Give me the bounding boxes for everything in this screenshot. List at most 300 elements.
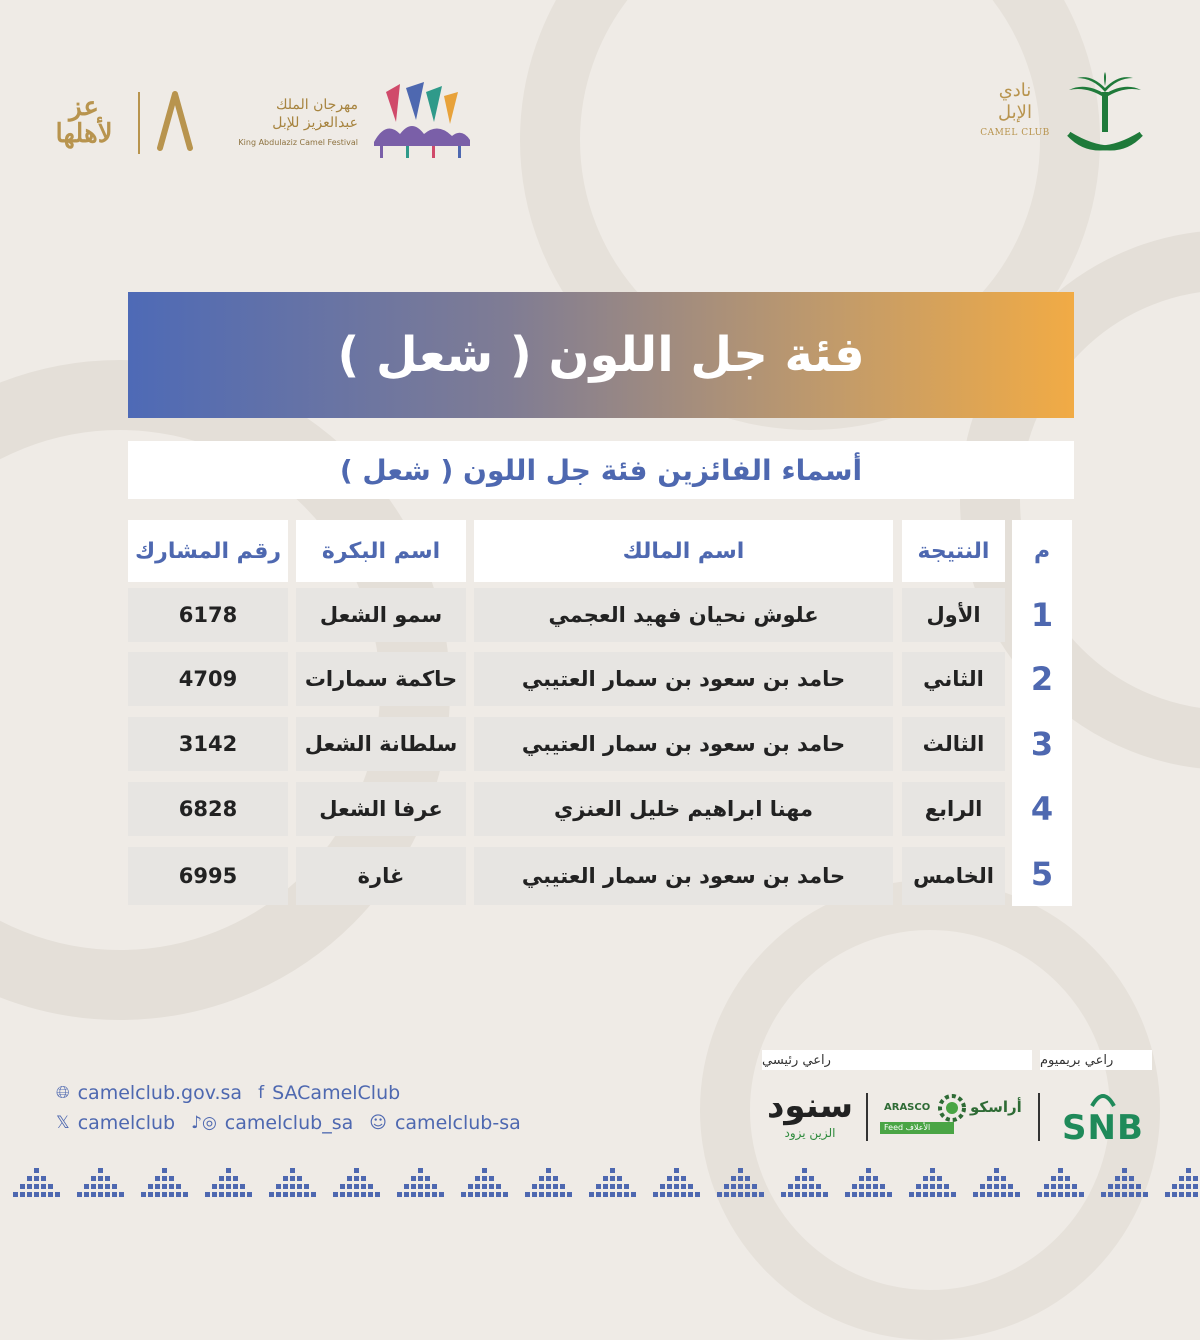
pattern-block xyxy=(667,1176,672,1181)
pattern-block xyxy=(368,1184,373,1189)
pattern-block xyxy=(1101,1192,1106,1197)
pattern-block xyxy=(34,1192,39,1197)
pattern-block xyxy=(887,1192,892,1197)
pattern-block xyxy=(1179,1184,1184,1189)
pattern-block xyxy=(176,1192,181,1197)
pattern-block xyxy=(1108,1192,1113,1197)
pattern-block xyxy=(20,1184,25,1189)
pattern-block xyxy=(688,1184,693,1189)
bottom-decorative-pattern xyxy=(0,1160,1200,1200)
pattern-block xyxy=(880,1192,885,1197)
pattern-block xyxy=(1179,1176,1184,1181)
arasco-gear-icon xyxy=(936,1092,968,1124)
pattern-block xyxy=(724,1184,729,1189)
x-link[interactable]: camelclub xyxy=(77,1112,176,1134)
pattern-block xyxy=(610,1168,615,1173)
pattern-block xyxy=(916,1184,921,1189)
pattern-block xyxy=(247,1192,252,1197)
pattern-block xyxy=(354,1168,359,1173)
page-title: فئة جل اللون ( شعل ) xyxy=(337,327,865,383)
pattern-block xyxy=(617,1176,622,1181)
pattern-block xyxy=(1129,1176,1134,1181)
pattern-block xyxy=(930,1168,935,1173)
pattern-block xyxy=(1122,1192,1127,1197)
pattern-block xyxy=(84,1184,89,1189)
pattern-block xyxy=(603,1176,608,1181)
pattern-block xyxy=(425,1192,430,1197)
pattern-block xyxy=(468,1184,473,1189)
pattern-block xyxy=(418,1176,423,1181)
pattern-block xyxy=(1122,1176,1127,1181)
pattern-block xyxy=(745,1192,750,1197)
pattern-block xyxy=(994,1176,999,1181)
pattern-block xyxy=(297,1192,302,1197)
pattern-block xyxy=(1122,1168,1127,1173)
pattern-block xyxy=(752,1184,757,1189)
pattern-block xyxy=(525,1192,530,1197)
pattern-block xyxy=(738,1176,743,1181)
pattern-block xyxy=(105,1192,110,1197)
pattern-block xyxy=(539,1176,544,1181)
pattern-block xyxy=(553,1184,558,1189)
pattern-block xyxy=(141,1192,146,1197)
pattern-block xyxy=(205,1192,210,1197)
pattern-block xyxy=(596,1184,601,1189)
row-camel: سمو الشعل xyxy=(296,588,466,642)
subtitle-text: أسماء الفائزين فئة جل اللون ( شعل ) xyxy=(339,453,863,487)
pattern-block xyxy=(1108,1184,1113,1189)
snapchat-icon: ☺ xyxy=(369,1113,387,1133)
row-camel: عرفا الشعل xyxy=(296,782,466,836)
festival-name: مهرجان الملك عبدالعزيز للإبل King Abdulaziz Camel Festival xyxy=(238,97,358,147)
pattern-block xyxy=(482,1168,487,1173)
pattern-block xyxy=(98,1176,103,1181)
pattern-block xyxy=(653,1192,658,1197)
pattern-block xyxy=(1051,1192,1056,1197)
pattern-block xyxy=(1001,1192,1006,1197)
pattern-block xyxy=(866,1192,871,1197)
pattern-block xyxy=(560,1192,565,1197)
pattern-block xyxy=(660,1184,665,1189)
row-owner: علوش نحيان فهيد العجمي xyxy=(474,588,893,642)
pattern-block xyxy=(603,1184,608,1189)
pattern-block xyxy=(425,1176,430,1181)
pattern-block xyxy=(674,1176,679,1181)
pattern-block xyxy=(1172,1184,1177,1189)
pattern-block xyxy=(859,1192,864,1197)
pattern-block xyxy=(27,1184,32,1189)
pattern-block xyxy=(681,1184,686,1189)
pattern-block xyxy=(212,1192,217,1197)
pattern-block xyxy=(1172,1192,1177,1197)
pattern-block xyxy=(802,1176,807,1181)
pattern-block xyxy=(873,1192,878,1197)
pattern-block xyxy=(610,1192,615,1197)
pattern-block xyxy=(219,1176,224,1181)
pattern-block xyxy=(553,1176,558,1181)
pattern-block xyxy=(738,1168,743,1173)
pattern-block xyxy=(788,1192,793,1197)
pattern-block xyxy=(539,1192,544,1197)
pattern-block xyxy=(916,1192,921,1197)
pattern-block xyxy=(802,1192,807,1197)
pattern-block xyxy=(816,1184,821,1189)
pattern-block xyxy=(404,1192,409,1197)
pattern-block xyxy=(816,1192,821,1197)
pattern-block xyxy=(475,1192,480,1197)
pattern-block xyxy=(1136,1184,1141,1189)
pattern-block xyxy=(347,1184,352,1189)
pattern-block xyxy=(226,1184,231,1189)
pattern-block xyxy=(1051,1176,1056,1181)
pattern-block xyxy=(532,1192,537,1197)
pattern-block xyxy=(937,1176,942,1181)
pattern-block xyxy=(183,1192,188,1197)
pattern-block xyxy=(994,1184,999,1189)
pattern-block xyxy=(404,1184,409,1189)
row-result: الرابع xyxy=(902,782,1005,836)
pattern-block xyxy=(475,1184,480,1189)
pattern-block xyxy=(980,1192,985,1197)
pattern-block xyxy=(724,1192,729,1197)
pattern-block xyxy=(297,1184,302,1189)
pattern-block xyxy=(98,1184,103,1189)
row-camel: حاكمة سمارات xyxy=(296,652,466,706)
pattern-block xyxy=(1044,1192,1049,1197)
pattern-block xyxy=(475,1176,480,1181)
pattern-block xyxy=(688,1192,693,1197)
pattern-block xyxy=(361,1192,366,1197)
pattern-block xyxy=(354,1192,359,1197)
pattern-block xyxy=(290,1184,295,1189)
header-index: م xyxy=(1012,520,1072,582)
pattern-block xyxy=(1193,1192,1198,1197)
social-row-2 xyxy=(56,1112,521,1134)
pattern-block xyxy=(909,1192,914,1197)
row-participant: 3142 xyxy=(128,717,288,771)
pattern-block xyxy=(994,1192,999,1197)
pattern-block xyxy=(1079,1192,1084,1197)
pattern-block xyxy=(546,1184,551,1189)
pattern-block xyxy=(617,1192,622,1197)
pattern-block xyxy=(631,1192,636,1197)
pattern-block xyxy=(105,1176,110,1181)
pattern-block xyxy=(176,1184,181,1189)
pattern-block xyxy=(1136,1192,1141,1197)
pattern-block xyxy=(283,1192,288,1197)
sponsor-divider xyxy=(1038,1093,1040,1141)
pattern-block xyxy=(91,1192,96,1197)
pattern-block xyxy=(596,1192,601,1197)
pattern-block xyxy=(98,1168,103,1173)
globe-icon: 🌐︎ xyxy=(56,1083,70,1103)
pattern-block xyxy=(411,1192,416,1197)
row-index: 3 xyxy=(1030,725,1054,763)
pattern-block xyxy=(361,1184,366,1189)
pattern-block xyxy=(781,1192,786,1197)
row-result: الأول xyxy=(902,588,1005,642)
row-participant: 6995 xyxy=(128,847,288,905)
pattern-block xyxy=(873,1176,878,1181)
pattern-block xyxy=(148,1184,153,1189)
sponsor-premium-label: راعي بريميوم xyxy=(1040,1050,1152,1070)
palm-swords-emblem-icon xyxy=(1055,72,1155,162)
tiktok-instagram-icon: ♪◎ xyxy=(191,1113,217,1133)
pattern-block xyxy=(1058,1192,1063,1197)
pattern-block xyxy=(482,1176,487,1181)
pattern-block xyxy=(233,1192,238,1197)
pattern-block xyxy=(304,1184,309,1189)
pattern-block xyxy=(354,1184,359,1189)
row-owner: حامد بن سعود بن سمار العتيبي xyxy=(474,652,893,706)
pattern-block xyxy=(1001,1184,1006,1189)
pattern-block xyxy=(532,1184,537,1189)
pattern-block xyxy=(105,1184,110,1189)
pattern-block xyxy=(1072,1192,1077,1197)
pattern-block xyxy=(162,1176,167,1181)
pattern-block xyxy=(41,1176,46,1181)
pattern-block xyxy=(290,1176,295,1181)
pattern-block xyxy=(987,1176,992,1181)
pattern-block xyxy=(77,1192,82,1197)
pattern-block xyxy=(347,1176,352,1181)
pattern-block xyxy=(745,1176,750,1181)
pattern-block xyxy=(930,1192,935,1197)
facebook-link[interactable]: SACamelClub xyxy=(272,1082,401,1104)
pattern-block xyxy=(731,1184,736,1189)
pattern-block xyxy=(333,1192,338,1197)
pattern-block xyxy=(674,1168,679,1173)
row-result: الثالث xyxy=(902,717,1005,771)
pattern-block xyxy=(304,1192,309,1197)
pattern-block xyxy=(91,1184,96,1189)
pattern-block xyxy=(752,1192,757,1197)
pattern-block xyxy=(944,1192,949,1197)
sponsor-divider xyxy=(866,1093,868,1141)
pattern-block xyxy=(759,1192,764,1197)
pattern-block xyxy=(667,1192,672,1197)
pattern-block xyxy=(112,1184,117,1189)
pattern-block xyxy=(610,1184,615,1189)
row-owner: مهنا ابراهيم خليل العنزي xyxy=(474,782,893,836)
pattern-block xyxy=(731,1176,736,1181)
pattern-block xyxy=(276,1184,281,1189)
pattern-block xyxy=(546,1176,551,1181)
pattern-block xyxy=(560,1184,565,1189)
pattern-block xyxy=(987,1184,992,1189)
pattern-block xyxy=(937,1192,942,1197)
pattern-block xyxy=(226,1192,231,1197)
pattern-block xyxy=(1186,1184,1191,1189)
pattern-block xyxy=(418,1184,423,1189)
pattern-block xyxy=(34,1184,39,1189)
pattern-block xyxy=(738,1192,743,1197)
festival-logo-group xyxy=(48,82,428,172)
pattern-block xyxy=(859,1184,864,1189)
pattern-block xyxy=(866,1176,871,1181)
pattern-block xyxy=(866,1168,871,1173)
pattern-block xyxy=(859,1176,864,1181)
pattern-block xyxy=(482,1192,487,1197)
pattern-block xyxy=(84,1192,89,1197)
pattern-block xyxy=(1065,1192,1070,1197)
pattern-block xyxy=(91,1176,96,1181)
pattern-block xyxy=(1065,1184,1070,1189)
pattern-block xyxy=(731,1192,736,1197)
row-participant: 4709 xyxy=(128,652,288,706)
header-camel: اسم البكرة xyxy=(296,520,466,582)
pattern-block xyxy=(1058,1168,1063,1173)
pattern-block xyxy=(347,1192,352,1197)
pattern-block xyxy=(1115,1176,1120,1181)
pattern-block xyxy=(269,1192,274,1197)
pattern-block xyxy=(482,1184,487,1189)
pattern-block xyxy=(1058,1176,1063,1181)
pattern-block xyxy=(553,1192,558,1197)
pattern-block xyxy=(219,1192,224,1197)
facebook-icon: f xyxy=(258,1083,265,1103)
pattern-block xyxy=(489,1192,494,1197)
pattern-block xyxy=(233,1184,238,1189)
snapchat-link[interactable]: camelclub-sa xyxy=(394,1112,521,1134)
pattern-block xyxy=(27,1176,32,1181)
pattern-block xyxy=(1015,1192,1020,1197)
pattern-block xyxy=(1008,1184,1013,1189)
pattern-block xyxy=(923,1176,928,1181)
pattern-block xyxy=(27,1192,32,1197)
pattern-block xyxy=(162,1184,167,1189)
pattern-block xyxy=(567,1192,572,1197)
pattern-block xyxy=(795,1176,800,1181)
pattern-block xyxy=(1037,1192,1042,1197)
pattern-block xyxy=(162,1168,167,1173)
pattern-block xyxy=(930,1184,935,1189)
pattern-block xyxy=(155,1176,160,1181)
pattern-block xyxy=(1001,1176,1006,1181)
pattern-block xyxy=(283,1184,288,1189)
row-index: 4 xyxy=(1030,790,1054,828)
row-result: الثاني xyxy=(902,652,1005,706)
row-index: 5 xyxy=(1030,855,1054,893)
pattern-block xyxy=(1165,1192,1170,1197)
pattern-block xyxy=(48,1184,53,1189)
sanad-logo: سنود الزين يزود xyxy=(766,1086,854,1140)
pattern-block xyxy=(923,1184,928,1189)
pattern-block xyxy=(788,1184,793,1189)
pattern-block xyxy=(155,1192,160,1197)
pattern-block xyxy=(55,1192,60,1197)
pattern-block xyxy=(695,1192,700,1197)
pattern-block xyxy=(617,1184,622,1189)
pattern-block xyxy=(795,1192,800,1197)
pattern-block xyxy=(219,1184,224,1189)
snb-logo: SNB xyxy=(1052,1086,1152,1146)
eighth-edition-icon xyxy=(154,90,196,152)
pattern-block xyxy=(738,1184,743,1189)
pattern-block xyxy=(1186,1168,1191,1173)
pattern-block xyxy=(1193,1184,1198,1189)
pattern-block xyxy=(34,1176,39,1181)
pattern-block xyxy=(610,1176,615,1181)
pattern-block xyxy=(681,1176,686,1181)
pattern-block xyxy=(226,1168,231,1173)
x-icon: 𝕏 xyxy=(56,1113,70,1133)
tiktok-instagram-link[interactable]: camelclub_sa xyxy=(224,1112,354,1134)
pattern-block xyxy=(155,1184,160,1189)
pattern-block xyxy=(212,1184,217,1189)
pattern-block xyxy=(439,1192,444,1197)
pattern-block xyxy=(930,1176,935,1181)
pattern-block xyxy=(432,1184,437,1189)
pattern-block xyxy=(539,1184,544,1189)
pattern-block xyxy=(276,1192,281,1197)
pattern-block xyxy=(1072,1184,1077,1189)
pattern-block xyxy=(589,1192,594,1197)
pattern-block xyxy=(411,1176,416,1181)
pattern-block xyxy=(169,1176,174,1181)
pattern-block xyxy=(809,1176,814,1181)
pattern-block xyxy=(41,1184,46,1189)
pattern-block xyxy=(34,1168,39,1173)
pattern-block xyxy=(162,1192,167,1197)
pattern-block xyxy=(496,1192,501,1197)
pattern-block xyxy=(48,1192,53,1197)
pattern-block xyxy=(1065,1176,1070,1181)
pattern-block xyxy=(461,1192,466,1197)
pattern-block xyxy=(1044,1184,1049,1189)
pattern-block xyxy=(425,1184,430,1189)
pattern-block xyxy=(1179,1192,1184,1197)
logo-divider xyxy=(138,92,140,154)
pattern-block xyxy=(375,1192,380,1197)
pattern-block xyxy=(674,1192,679,1197)
title-banner xyxy=(128,292,1074,418)
pattern-block xyxy=(496,1184,501,1189)
pattern-block xyxy=(795,1184,800,1189)
pattern-block xyxy=(340,1184,345,1189)
subtitle-box xyxy=(128,441,1074,499)
pattern-block xyxy=(119,1192,124,1197)
pattern-block xyxy=(852,1184,857,1189)
row-owner: حامد بن سعود بن سمار العتيبي xyxy=(474,717,893,771)
pattern-block xyxy=(432,1192,437,1197)
pattern-block xyxy=(368,1192,373,1197)
pattern-block xyxy=(226,1176,231,1181)
arasco-logo: ARASCO أراسكو Feed الأعلاف xyxy=(878,1092,1028,1142)
header-owner: اسم المالك xyxy=(474,520,893,582)
pattern-block xyxy=(1115,1192,1120,1197)
row-participant: 6178 xyxy=(128,588,288,642)
pattern-block xyxy=(1143,1192,1148,1197)
pattern-block xyxy=(290,1192,295,1197)
pattern-block xyxy=(624,1192,629,1197)
camel-club-name: نادي الإبل CAMEL CLUB xyxy=(980,80,1050,138)
pattern-block xyxy=(546,1192,551,1197)
pattern-block xyxy=(973,1192,978,1197)
pattern-block xyxy=(1051,1184,1056,1189)
pattern-block xyxy=(41,1192,46,1197)
pattern-block xyxy=(980,1184,985,1189)
row-camel: سلطانة الشعل xyxy=(296,717,466,771)
pattern-block xyxy=(845,1192,850,1197)
pattern-block xyxy=(169,1192,174,1197)
pattern-block xyxy=(866,1184,871,1189)
pattern-block xyxy=(240,1192,245,1197)
pattern-block xyxy=(717,1192,722,1197)
website-link[interactable]: camelclub.gov.sa xyxy=(77,1082,243,1104)
camel-caravan-icon xyxy=(366,82,476,160)
pattern-block xyxy=(681,1192,686,1197)
